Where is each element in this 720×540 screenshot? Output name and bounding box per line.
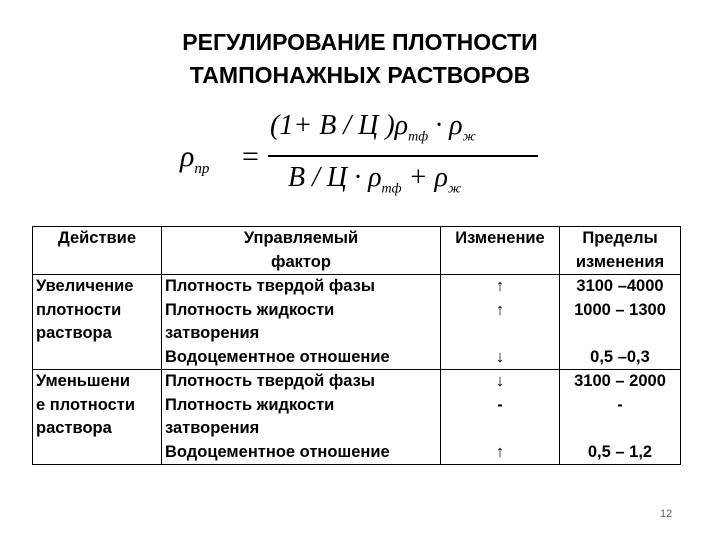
increase-change-cell bbox=[441, 275, 560, 370]
increase-factor-cell: Плотность твердой фазы Плотность жидкости затворения Водоцементное отношение bbox=[162, 275, 441, 370]
header-limits: Пределы изменения bbox=[560, 227, 681, 275]
formula-lhs: $\rho_{пр}$ bbox=[180, 140, 210, 177]
arrow-up-icon: ↑ bbox=[495, 300, 505, 319]
formula-numerator: (1+ В / Ц )$\rho_{тф} \cdot \rho_ж$ bbox=[270, 110, 476, 145]
title-line-1: РЕГУЛИРОВАНИЕ ПЛОТНОСТИ bbox=[182, 29, 538, 55]
decrease-action-cell: Уменьшени е плотности раствора bbox=[33, 370, 162, 465]
increase-action-cell: Увеличение плотности раствора bbox=[33, 275, 162, 370]
regulation-table bbox=[32, 226, 681, 465]
header-factor: Управляемый фактор bbox=[162, 227, 441, 275]
page-number: 12 bbox=[660, 508, 673, 520]
decrease-factor-cell: Плотность твердой фазы Плотность жидкости затворения Водоцементное отношение bbox=[162, 370, 441, 465]
arrow-up-icon: ↑ bbox=[495, 442, 505, 461]
increase-limits-cell: 3100 –4000 1000 – 1300 0,5 –0,3 bbox=[560, 275, 681, 370]
formula-denominator: $В / Ц \cdot \rho_{тф} + \rho_ж$ bbox=[288, 162, 461, 197]
fraction-bar bbox=[268, 155, 538, 157]
header-action: Действие bbox=[33, 227, 162, 275]
table-header-row bbox=[33, 227, 681, 275]
arrow-down-icon: ↓ bbox=[495, 347, 505, 366]
decrease-limits-cell: 3100 – 2000 - 0,5 – 1,2 bbox=[560, 370, 681, 465]
title-line-2: ТАМПОНАЖНЫХ РАСТВОРОВ bbox=[189, 62, 531, 88]
header-change: Изменение bbox=[441, 227, 560, 275]
density-formula bbox=[180, 110, 550, 210]
decrease-change-cell: ↓ - ↑ bbox=[441, 370, 560, 465]
slide-title bbox=[0, 26, 720, 92]
table-row bbox=[33, 370, 681, 465]
arrow-down-icon: ↓ bbox=[495, 372, 505, 390]
formula-equals: = bbox=[242, 140, 259, 173]
arrow-up-icon: ↑ bbox=[495, 277, 505, 295]
table-row bbox=[33, 275, 681, 370]
